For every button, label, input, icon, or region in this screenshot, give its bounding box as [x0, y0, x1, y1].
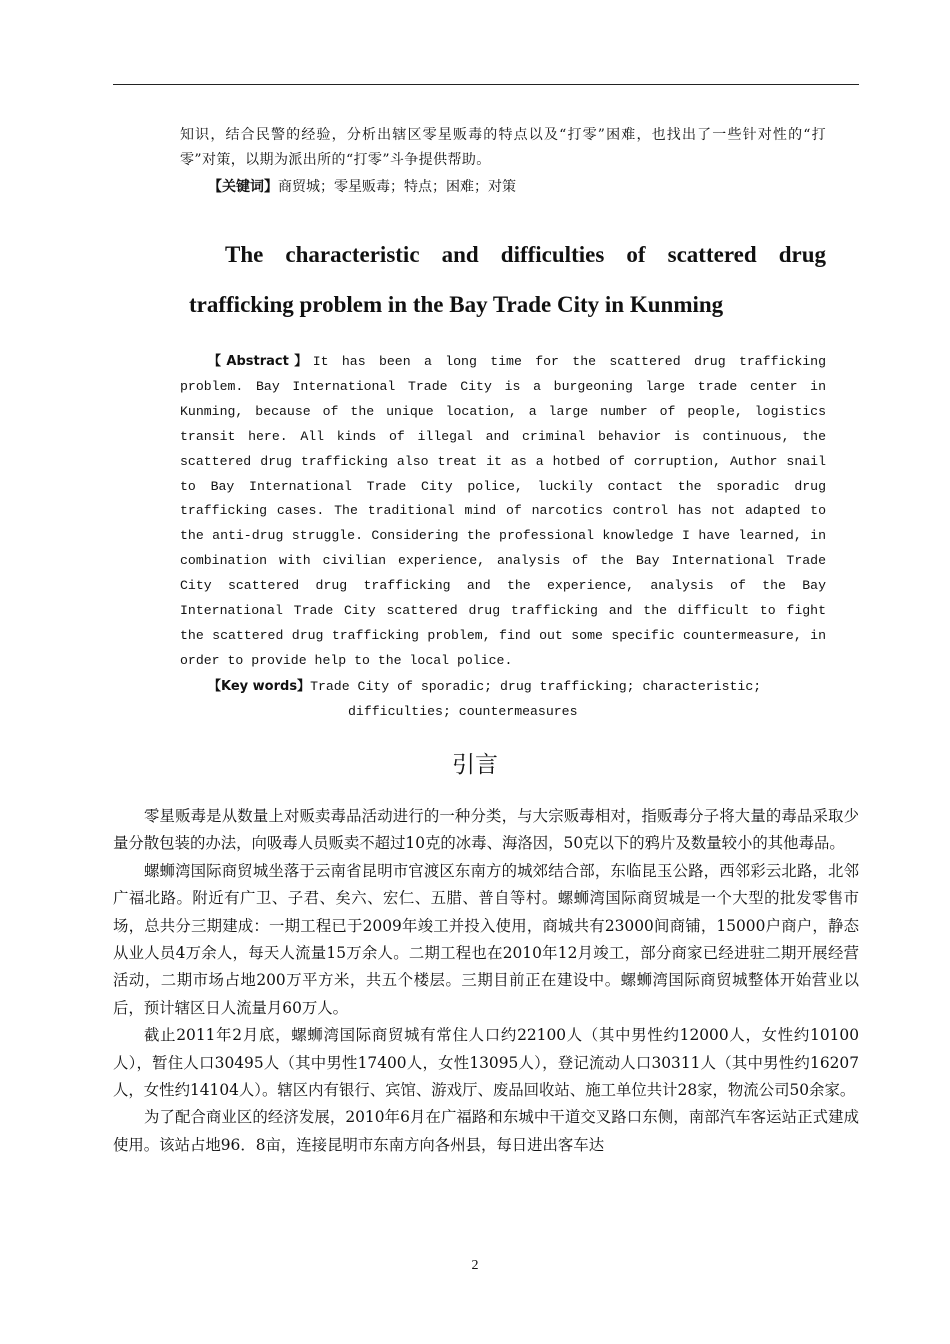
page-number: 2: [471, 1258, 479, 1273]
chinese-abstract-text: 知识，结合民警的经验，分析出辖区零星贩毒的特点以及“打零”困难，也找出了一些针对性的“打零”对策，以期为派出所的“打零”斗争提供帮助。: [180, 127, 826, 168]
body-paragraph-3: 截止2011年2月底，螺蛳湾国际商贸城有常住人口约22100人（其中男性约12000人，女性约10100人），暂住人口30495人（其中男性17400人，女性13095人），登记流动人口30311人（其中男性约16207人，女性约14104人）。辖区内有银行、宾馆、游戏厅、废品回收站、施工单位共计28家，物流公司50余家。: [113, 1026, 859, 1100]
english-abstract-text: It has been a long time for the scattered drug trafficking problem. Bay International Trade City is a burgeoning large trade center in Kunming, because of the unique location, a large number of people, logistics transit here. All kinds of illegal and criminal behavior is continuous, the scattered drug trafficking also treat it as a hotbed of corruption, Author snail to Bay International Trade City police, luckily contact the sporadic drug trafficking cases. The traditional mind of narcotics control has not adapted to the anti-drug struggle. Considering the professional knowledge I have learned, in combination with civilian experience, analysis of the Bay International Trade City scattered drug trafficking and the experience, analysis of the Bay International Trade City scattered drug trafficking and the difficult to fight the scattered drug trafficking problem, find out some specific countermeasure, in order to provide help to the local police.: [180, 354, 826, 668]
english-keywords: [208, 674, 826, 724]
english-keywords-label: 【Key words】: [208, 679, 311, 694]
body-text: [113, 803, 859, 1159]
english-title-line-2: trafficking problem in the Bay Trade City in Kunming: [189, 292, 724, 317]
english-title-line-1: The characteristic and difficulties of scattered drug: [225, 242, 826, 267]
english-abstract-label: 【Abstract】: [208, 354, 313, 369]
body-paragraph-1: 零星贩毒是从数量上对贩卖毒品活动进行的一种分类，与大宗贩毒相对，指贩毒分子将大量的毒品采取少量分散包装的办法，向吸毒人员贩卖不超过10克的冰毒、海洛因，50克以下的鸦片及数量较小的其他毒品。: [113, 807, 859, 853]
chinese-keywords-label: 【关键词】: [208, 179, 278, 195]
chinese-keywords: [208, 175, 516, 200]
english-keywords-line-1: Trade City of sporadic; drug trafficking; characteristic;: [310, 679, 762, 694]
english-abstract: [180, 350, 826, 674]
chinese-abstract-tail: [180, 123, 826, 173]
english-keywords-line-2: difficulties; countermeasures: [348, 704, 578, 719]
chinese-keywords-text: 商贸城；零星贩毒；特点；困难；对策: [278, 179, 516, 195]
section-title: 引言: [452, 752, 498, 778]
english-title: [180, 230, 826, 330]
body-paragraph-4: 为了配合商业区的经济发展，2010年6月在广福路和东城中干道交叉路口东侧，南部汽车客运站正式建成使用。该站占地96．8亩，连接昆明市东南方向各州县，每日进出客车达: [113, 1108, 859, 1154]
body-paragraph-2: 螺蛳湾国际商贸城坐落于云南省昆明市官渡区东南方的城郊结合部，东临昆玉公路，西邻彩云北路，北邻广福北路。附近有广卫、子君、矣六、宏仁、五腊、普自等村。螺蛳湾国际商贸城是一个大型的批发零售市场，总共分三期建成：一期工程已于2009年竣工并投入使用，商城共有23000间商铺，15000户商户，静态从业人员4万余人，每天人流量15万余人。二期工程也在2010年12月竣工，部分商家已经进驻二期开展经营活动，二期市场占地200万平方米，共五个楼层。三期目前正在建设中。螺蛳湾国际商贸城整体开始营业以后，预计辖区日人流量月60万人。: [113, 861, 859, 1017]
header-rule: [113, 84, 859, 85]
